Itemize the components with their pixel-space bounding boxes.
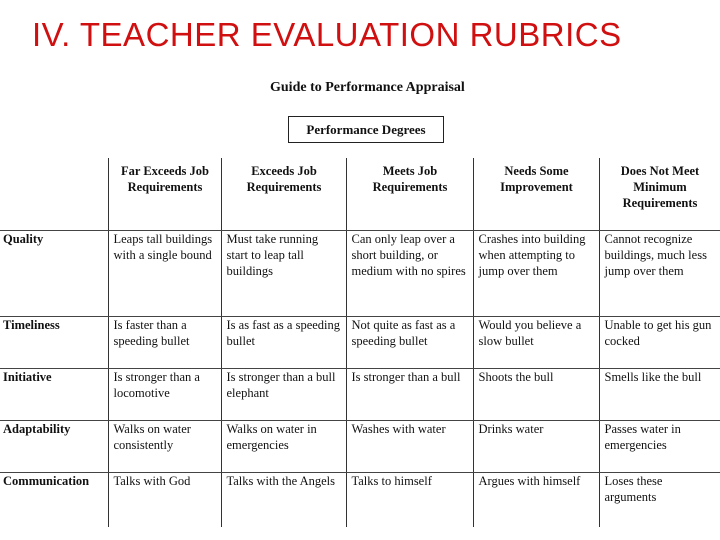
criterion-label: Quality — [0, 231, 108, 317]
slide-title: IV. TEACHER EVALUATION RUBRICS — [32, 16, 622, 53]
rubric-cell: Walks on water consistently — [108, 421, 221, 473]
rubric-cell: Would you believe a slow bullet — [473, 317, 599, 369]
rubric-cell: Unable to get his gun cocked — [599, 317, 720, 369]
rubric-header-row — [0, 158, 720, 231]
rubric-cell: Must take running start to leap tall buildings — [221, 231, 346, 317]
rubric-cell: Loses these arguments — [599, 473, 720, 527]
rubric-cell: Leaps tall buildings with a single bound — [108, 231, 221, 317]
rubric-table — [0, 158, 720, 527]
rubric-cell: Talks with God — [108, 473, 221, 527]
rubric-row-initiative — [0, 369, 720, 421]
guide-title: Guide to Performance Appraisal — [270, 80, 465, 95]
rubric-corner-cell — [0, 158, 108, 231]
rubric-cell: Is as fast as a speeding bullet — [221, 317, 346, 369]
rubric-cell: Shoots the bull — [473, 369, 599, 421]
column-header: Meets Job Requirements — [346, 158, 473, 231]
rubric-cell: Smells like the bull — [599, 369, 720, 421]
criterion-label: Initiative — [0, 369, 108, 421]
rubric-cell: Argues with himself — [473, 473, 599, 527]
rubric-cell: Is stronger than a bull — [346, 369, 473, 421]
rubric-cell: Is stronger than a bull elephant — [221, 369, 346, 421]
rubric-cell: Talks with the Angels — [221, 473, 346, 527]
criterion-label: Communication — [3, 474, 90, 488]
rubric-row-adaptability — [0, 421, 720, 473]
rubric-cell: Crashes into building when attempting to jump over them — [473, 231, 599, 317]
rubric-cell: Walks on water in emergencies — [221, 421, 346, 473]
rubric-cell: Passes water in emergencies — [599, 421, 720, 473]
column-header: Does Not Meet Minimum Requirements — [599, 158, 720, 231]
rubric-cell: Is stronger than a locomotive — [108, 369, 221, 421]
rubric-row-communication — [0, 473, 720, 527]
criterion-label: Adaptability — [0, 421, 108, 473]
rubric-cell: Washes with water — [346, 421, 473, 473]
rubric-cell: Cannot recognize buildings, much less jump over them — [599, 231, 720, 317]
rubric-cell: Is faster than a speeding bullet — [108, 317, 221, 369]
column-header: Needs Some Improvement — [473, 158, 599, 231]
column-header: Far Exceeds Job Requirements — [108, 158, 221, 231]
performance-degrees-label: Performance Degrees — [288, 116, 444, 143]
rubric-row-quality — [0, 231, 720, 317]
rubric-row-timeliness — [0, 317, 720, 369]
rubric-cell: Drinks water — [473, 421, 599, 473]
criterion-label: Timeliness — [0, 317, 108, 369]
rubric-cell: Not quite as fast as a speeding bullet — [346, 317, 473, 369]
rubric-cell: Talks to himself — [346, 473, 473, 527]
column-header: Exceeds Job Requirements — [221, 158, 346, 231]
rubric-cell: Can only leap over a short building, or medium with no spires — [346, 231, 473, 317]
